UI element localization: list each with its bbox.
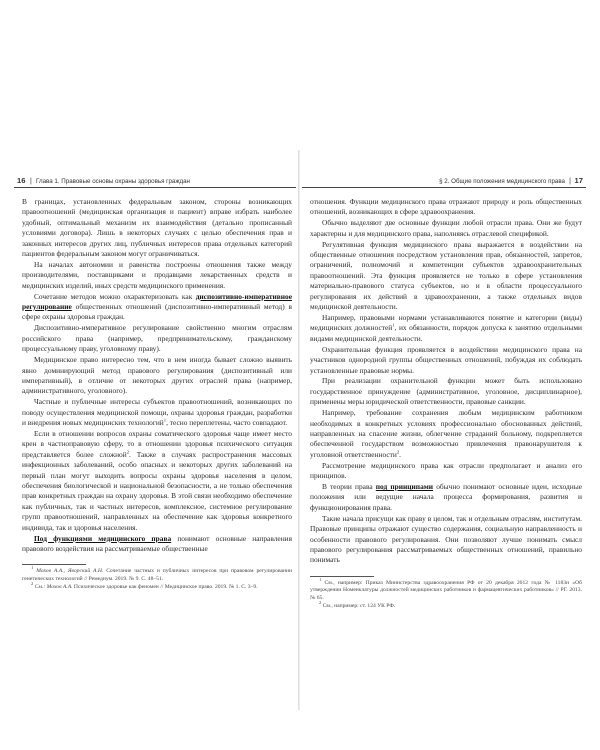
paragraph bbox=[22, 397, 292, 428]
paragraph-text: Частные и публичные интересы субъектов правоотношений, возникающих по поводу осуществления медицинской помощи, охраны здоровья граждан, разработки и внедрения новых медицинских технологий bbox=[22, 397, 292, 428]
paragraph-text: . Также в случаях распространения массовых инфекционных заболеваний, особо опасных и некоторых других заболеваний на первый план могут выходить вопросы охраны здоровья населения в целом, обеспечения биологической и национальной безопасности, а не только обеспечения прав конкретных граждан на охрану здоровья. В этой связи необходимо обеспечение как публичных, так и частных интересов, комплексное, системное регулирование групп правоотношений, направленных на обеспечение как здоровья конкретного индивида, так и здоровья населения. bbox=[22, 449, 293, 532]
right-page-header bbox=[302, 175, 586, 188]
left-page bbox=[14, 175, 296, 695]
paragraph: На началах автономии и равенства построены отношения также между производителями, поставщиками и продавцами лекарственных средств и медицинских изделий, иных средств медицинского применения. bbox=[22, 259, 292, 290]
book-spine bbox=[298, 150, 300, 710]
paragraph: Регулятивная функция медицинского права выражается в воздействии на общественные отношения посредством установления прав, обязанностей, запретов, ограничений, полномочий и компетенции субъектов здравоохранительных правоотношений. Эта функция проявляется не только в сфере установления материально-правового статуса субъектов, но и в области процессуального регулирования их действий в здравоохранении, а также отдельных видов медицинской деятельности. bbox=[310, 239, 582, 312]
paragraph-text: . bbox=[399, 449, 401, 459]
footnote-author: Мохов А.А., Яворский А.Н. bbox=[36, 568, 104, 575]
footnote-ref[interactable]: 1 bbox=[163, 417, 167, 423]
paragraph: Рассмотрение медицинского права как отрасли предполагает и анализ его принципов. bbox=[310, 460, 582, 481]
paragraph-text: общественных отношений (диспозитивно-императивный метод) в сфере охраны здоровья граждан. bbox=[22, 302, 292, 322]
paragraph-text: Например, требование сохранения любым медицинским работником необходимых в конкретных условиях профессионально обоснованных действий, направленных на спасение жизни, облегчение страданий больному, подкрепляется обеспеченной государством возможностью привлечения правонарушителя к уголовной ответственности bbox=[310, 408, 582, 459]
bold-term: под принципами bbox=[375, 481, 434, 491]
header-separator: | bbox=[569, 178, 571, 185]
paragraph-text: Сочетание методов можно охарактеризовать как bbox=[34, 291, 196, 301]
footnote-number: 2 bbox=[319, 599, 322, 605]
paragraph: Медицинское право интересно тем, что в нем иногда бывает сложно выявить явно доминирующий метод правового регулирования (диспозитивный или императивный), в отличие от некоторых других отраслей права (например, административного, уголовного). bbox=[22, 355, 292, 396]
right-page-running-title: § 2. Общие положения медицинского права bbox=[439, 178, 565, 185]
footnote-number: 1 bbox=[319, 576, 322, 582]
paragraph-text: Например, правовыми нормами устанавливаются понятие и категории (виды) медицинских должностей bbox=[310, 312, 582, 333]
paragraph bbox=[310, 408, 582, 460]
footnote-author: См.: Мохов А.А. bbox=[34, 583, 73, 590]
footnote-text: Сочетание частных и публичных интересов при правовом регулировании генетических технологий // Ремедиум. 2019. № 9. С. 48–51. bbox=[22, 568, 292, 582]
right-page bbox=[302, 175, 586, 695]
footnote bbox=[302, 576, 586, 603]
footnote bbox=[14, 565, 296, 583]
paragraph-text: Если в отношении вопросов охраны соматического здоровья чаще имеет место крен в частноправовую сферу, то в отношении здоровья психического ситуация представляется более сложной bbox=[22, 428, 292, 459]
paragraph: Охранительная функция проявляется в воздействии медицинского права на участников однородной группы общественных отношений, побуждая их соблюдать установленные правовые нормы. bbox=[310, 344, 582, 375]
paragraph: отношения. Функции медицинского права отражают природу и роль общественных отношений, возникающих в сфере здравоохранения. bbox=[310, 197, 582, 217]
footnote-text: Психическое здоровье как феномен // Медицинское право. 2019. № 1. С. 3–9. bbox=[72, 583, 258, 590]
paragraph bbox=[22, 534, 292, 555]
paragraph: Такие начала присущи как праву в целом, так и отдельным отраслям, институтам. Правовые принципы отражают существо содержания, социальную направленность и особенности правового регулирования. Они позволяют лучше понимать смысл правового регулирования рассматриваемых общественных отношений, правильно понимать bbox=[310, 513, 582, 565]
bold-term: Под функциями медицинского права bbox=[34, 533, 172, 543]
left-page-header bbox=[14, 175, 296, 188]
paragraph bbox=[310, 313, 582, 344]
left-page-body bbox=[14, 197, 296, 554]
footnote-number: 2 bbox=[31, 580, 34, 586]
bold-term: диспозитивно-императивное регулирование bbox=[22, 291, 292, 312]
paragraph: Диспозитивно-императивное регулирование свойственно многим отраслям российского права (например, предпринимательскому, гражданскому процессуальному праву, уголовному праву). bbox=[22, 323, 292, 354]
header-separator: | bbox=[30, 178, 32, 185]
paragraph bbox=[22, 292, 292, 323]
paragraph: Обычно выделяют две основные функции любой отрасли права. Они же будут характерны и для медицинского права, наполняясь отраслевой спецификой. bbox=[310, 218, 582, 238]
footnote-number: 1 bbox=[31, 565, 34, 571]
left-page-running-title: Глава 1. Правовые основы охраны здоровья граждан bbox=[36, 178, 190, 185]
paragraph-text: , их обязанности, порядок допуска к занятию отдельными видами медицинской деятельности. bbox=[310, 323, 583, 343]
footnote-text: См., например: Приказ Министерства здравоохранения РФ от 20 декабря 2012 года № 1183н «Об утверждении Номенклатуры должностей медицинских работников и фармацевтических работников» // РГ. 2013. № 65. bbox=[310, 579, 582, 601]
paragraph-text: обычно понимают основные идеи, исходные положения или ведущие начала процесса формирования, развития и функционирования права. bbox=[310, 481, 582, 512]
paragraph: При реализации охранительной функции может быть использовано государственное принуждение (административное, уголовное, дисциплинарное), применены меры юридической ответственности, правовые санкции. bbox=[310, 376, 582, 407]
paragraph bbox=[22, 429, 292, 533]
paragraph-text: , тесно переплетены, часто совпадают. bbox=[166, 418, 288, 428]
right-page-body bbox=[302, 197, 586, 566]
paragraph-text: В теории права bbox=[322, 481, 376, 491]
footnote-ref[interactable]: 1 bbox=[392, 322, 395, 328]
footnote bbox=[14, 580, 296, 592]
left-page-number: 16 bbox=[17, 176, 26, 185]
footnote-ref[interactable]: 2 bbox=[126, 449, 130, 455]
right-page-number: 17 bbox=[574, 176, 583, 185]
paragraph bbox=[310, 482, 582, 513]
paragraph-text: понимают основные направления правового воздействия на рассматриваемые общественные bbox=[22, 533, 292, 553]
footnote-text: См., например: ст. 124 УК РФ. bbox=[322, 602, 396, 609]
footnote-ref[interactable]: 2 bbox=[396, 449, 400, 455]
paragraph: В границах, установленных федеральным законом, стороны возникающих правоотношений (медицинская организация и пациент) вправе избрать наиболее удобный, оптимальный механизм их взаимодействия (детально прописанный условиями договора). Лишь в некоторых случаях с целью обеспечения прав и законных интересов других лиц, публичных интересов права отдельных категорий пациентов федеральным законом могут ограничиваться. bbox=[22, 197, 292, 259]
footnote bbox=[302, 599, 586, 611]
